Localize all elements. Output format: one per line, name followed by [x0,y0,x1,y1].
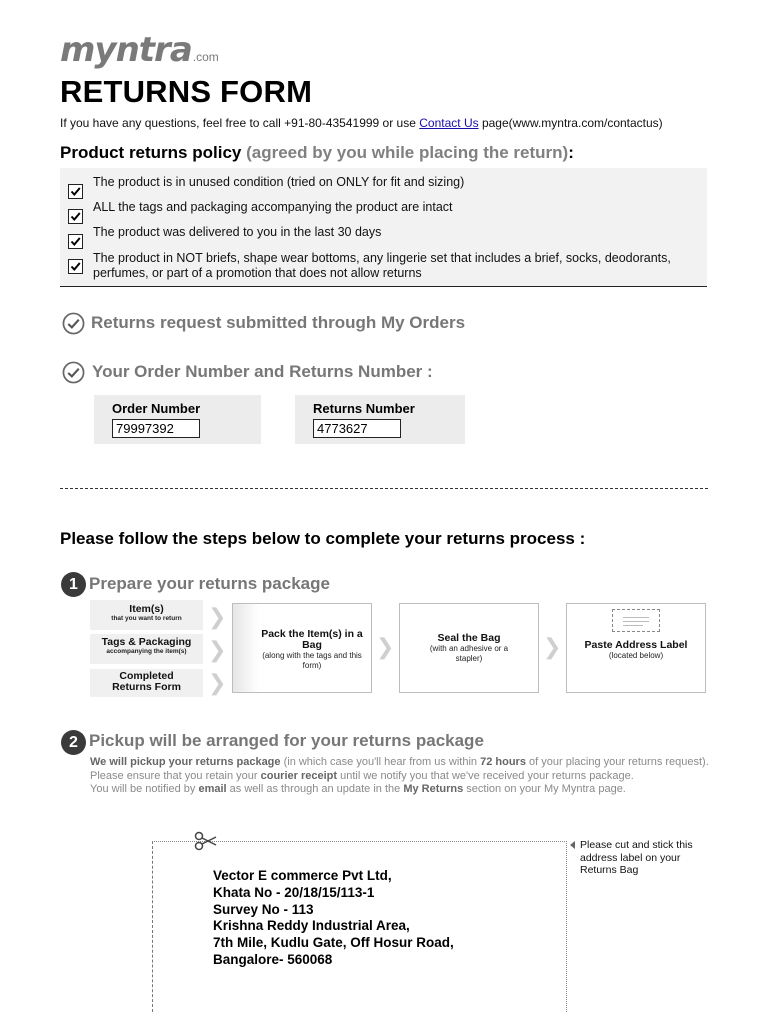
chevron-right-icon: ❯ [376,634,395,659]
steps-heading: Please follow the steps below to complete your returns process : [60,529,586,548]
policy-heading-colon: : [568,143,574,162]
step-box-seal [399,603,539,693]
step-number-badge: 1 [61,572,86,597]
intro-after: page(www.myntra.com/contactus) [478,116,663,130]
address-line: Vector E commerce Pvt Ltd, [213,868,392,883]
address-line: Bangalore- 560068 [213,951,333,967]
check-circle-icon [62,361,85,384]
address-line: Survey No - 113 [213,901,314,917]
return-address [213,868,454,969]
step-number-badge: 2 [61,730,86,755]
step-box-title: Paste Address Label [584,639,688,651]
step-box-title: Pack the Item(s) in a Bag [261,628,363,651]
policy-item-text: The product is in unused condition (tried on ONLY for fit and sizing) [93,175,465,189]
item-label: Item(s) [129,603,164,615]
pickup-line-2: Please ensure that you retain your courier receipt until we notify you that we've received your returns package. [90,769,634,782]
step1-item-form [90,669,203,697]
pointer-arrow-icon [570,841,575,849]
order-number-box [94,395,261,444]
checkmark-icon [69,260,82,273]
pickup-line-1: We will pickup your returns package (in which case you'll hear from us within 72 hours of your placing your returns request). [90,756,709,768]
check-circle-icon [62,312,85,335]
item-label: Completed Returns Form [112,670,181,693]
step-box-title: Seal the Bag [437,632,501,644]
policy-item-text: ALL the tags and packaging accompanying the product are intact [93,200,453,214]
intro-text [60,116,663,130]
pickup-line-3: You will be notified by email as well as through an update in the My Returns section on your My Myntra page. [90,783,626,795]
item-sub: that you want to return [111,615,182,622]
brand-name: myntra [60,30,192,70]
checkmark-icon [69,210,82,223]
step2-title: Pickup will be arranged for your returns package [89,731,484,750]
contact-us-link[interactable]: Contact Us [419,116,479,130]
policy-list [60,168,707,287]
order-number-label: Order Number [112,401,201,416]
step-box-pack [232,603,372,693]
submitted-confirmation: Returns request submitted through My Orders [91,313,466,332]
step-box-paste [566,603,706,693]
checkmark-icon [69,235,82,248]
returns-number-box [295,395,465,444]
step1-item-tags [90,634,203,664]
checkmark-icon [69,185,82,198]
policy-heading [60,143,574,163]
chevron-right-icon: ❯ [208,670,227,695]
chevron-right-icon: ❯ [543,634,562,659]
item-label: Tags & Packaging [101,636,192,648]
policy-item-text: The product in NOT briefs, shape wear bottoms, any lingerie set that includes a brief, socks, deodorants, perfumes, or part of a promotion that does not allow returns [93,251,671,280]
step1-title: Prepare your returns package [89,574,330,593]
returns-number-field[interactable]: 4773627 [313,419,401,438]
address-line: Khata No - 20/18/15/113-1 [213,884,375,900]
chevron-right-icon: ❯ [208,637,227,662]
step-box-sub: (with an adhesive or a stapler) [429,644,509,663]
brand-suffix: .com [192,50,219,64]
policy-heading-note: (agreed by you while placing the return) [246,143,569,162]
address-line: 7th Mile, Kudlu Gate, Off Hosur Road, [213,935,454,951]
order-number-field[interactable]: 79997392 [112,419,200,438]
checkbox-checked[interactable] [68,234,83,249]
page-title: RETURNS FORM [60,74,313,109]
cut-instruction-note: Please cut and stick this address label on your Returns Bag [580,839,693,876]
policy-heading-main: Product returns policy [60,143,242,162]
numbers-heading: Your Order Number and Returns Number : [92,362,433,381]
intro-before: If you have any questions, feel free to call +91-80-43541999 or use [60,116,420,130]
section-divider [60,488,708,489]
scissors-icon [194,830,218,852]
checkbox-checked[interactable] [68,259,83,274]
step-box-sub: (along with the tags and this form) [262,651,362,670]
item-sub: accompanying the item(s) [106,648,187,655]
pickup-description [90,756,715,797]
checkbox-checked[interactable] [68,209,83,224]
policy-item-text: The product was delivered to you in the last 30 days [93,225,382,239]
myntra-logo [60,30,219,74]
checkbox-checked[interactable] [68,184,83,199]
address-line: Krishna Reddy Industrial Area, [213,918,410,934]
chevron-right-icon: ❯ [208,604,227,629]
step-box-sub: (located below) [608,651,664,660]
label-placeholder-icon [612,609,660,632]
returns-number-label: Returns Number [313,401,415,416]
step1-item-items [90,600,203,630]
